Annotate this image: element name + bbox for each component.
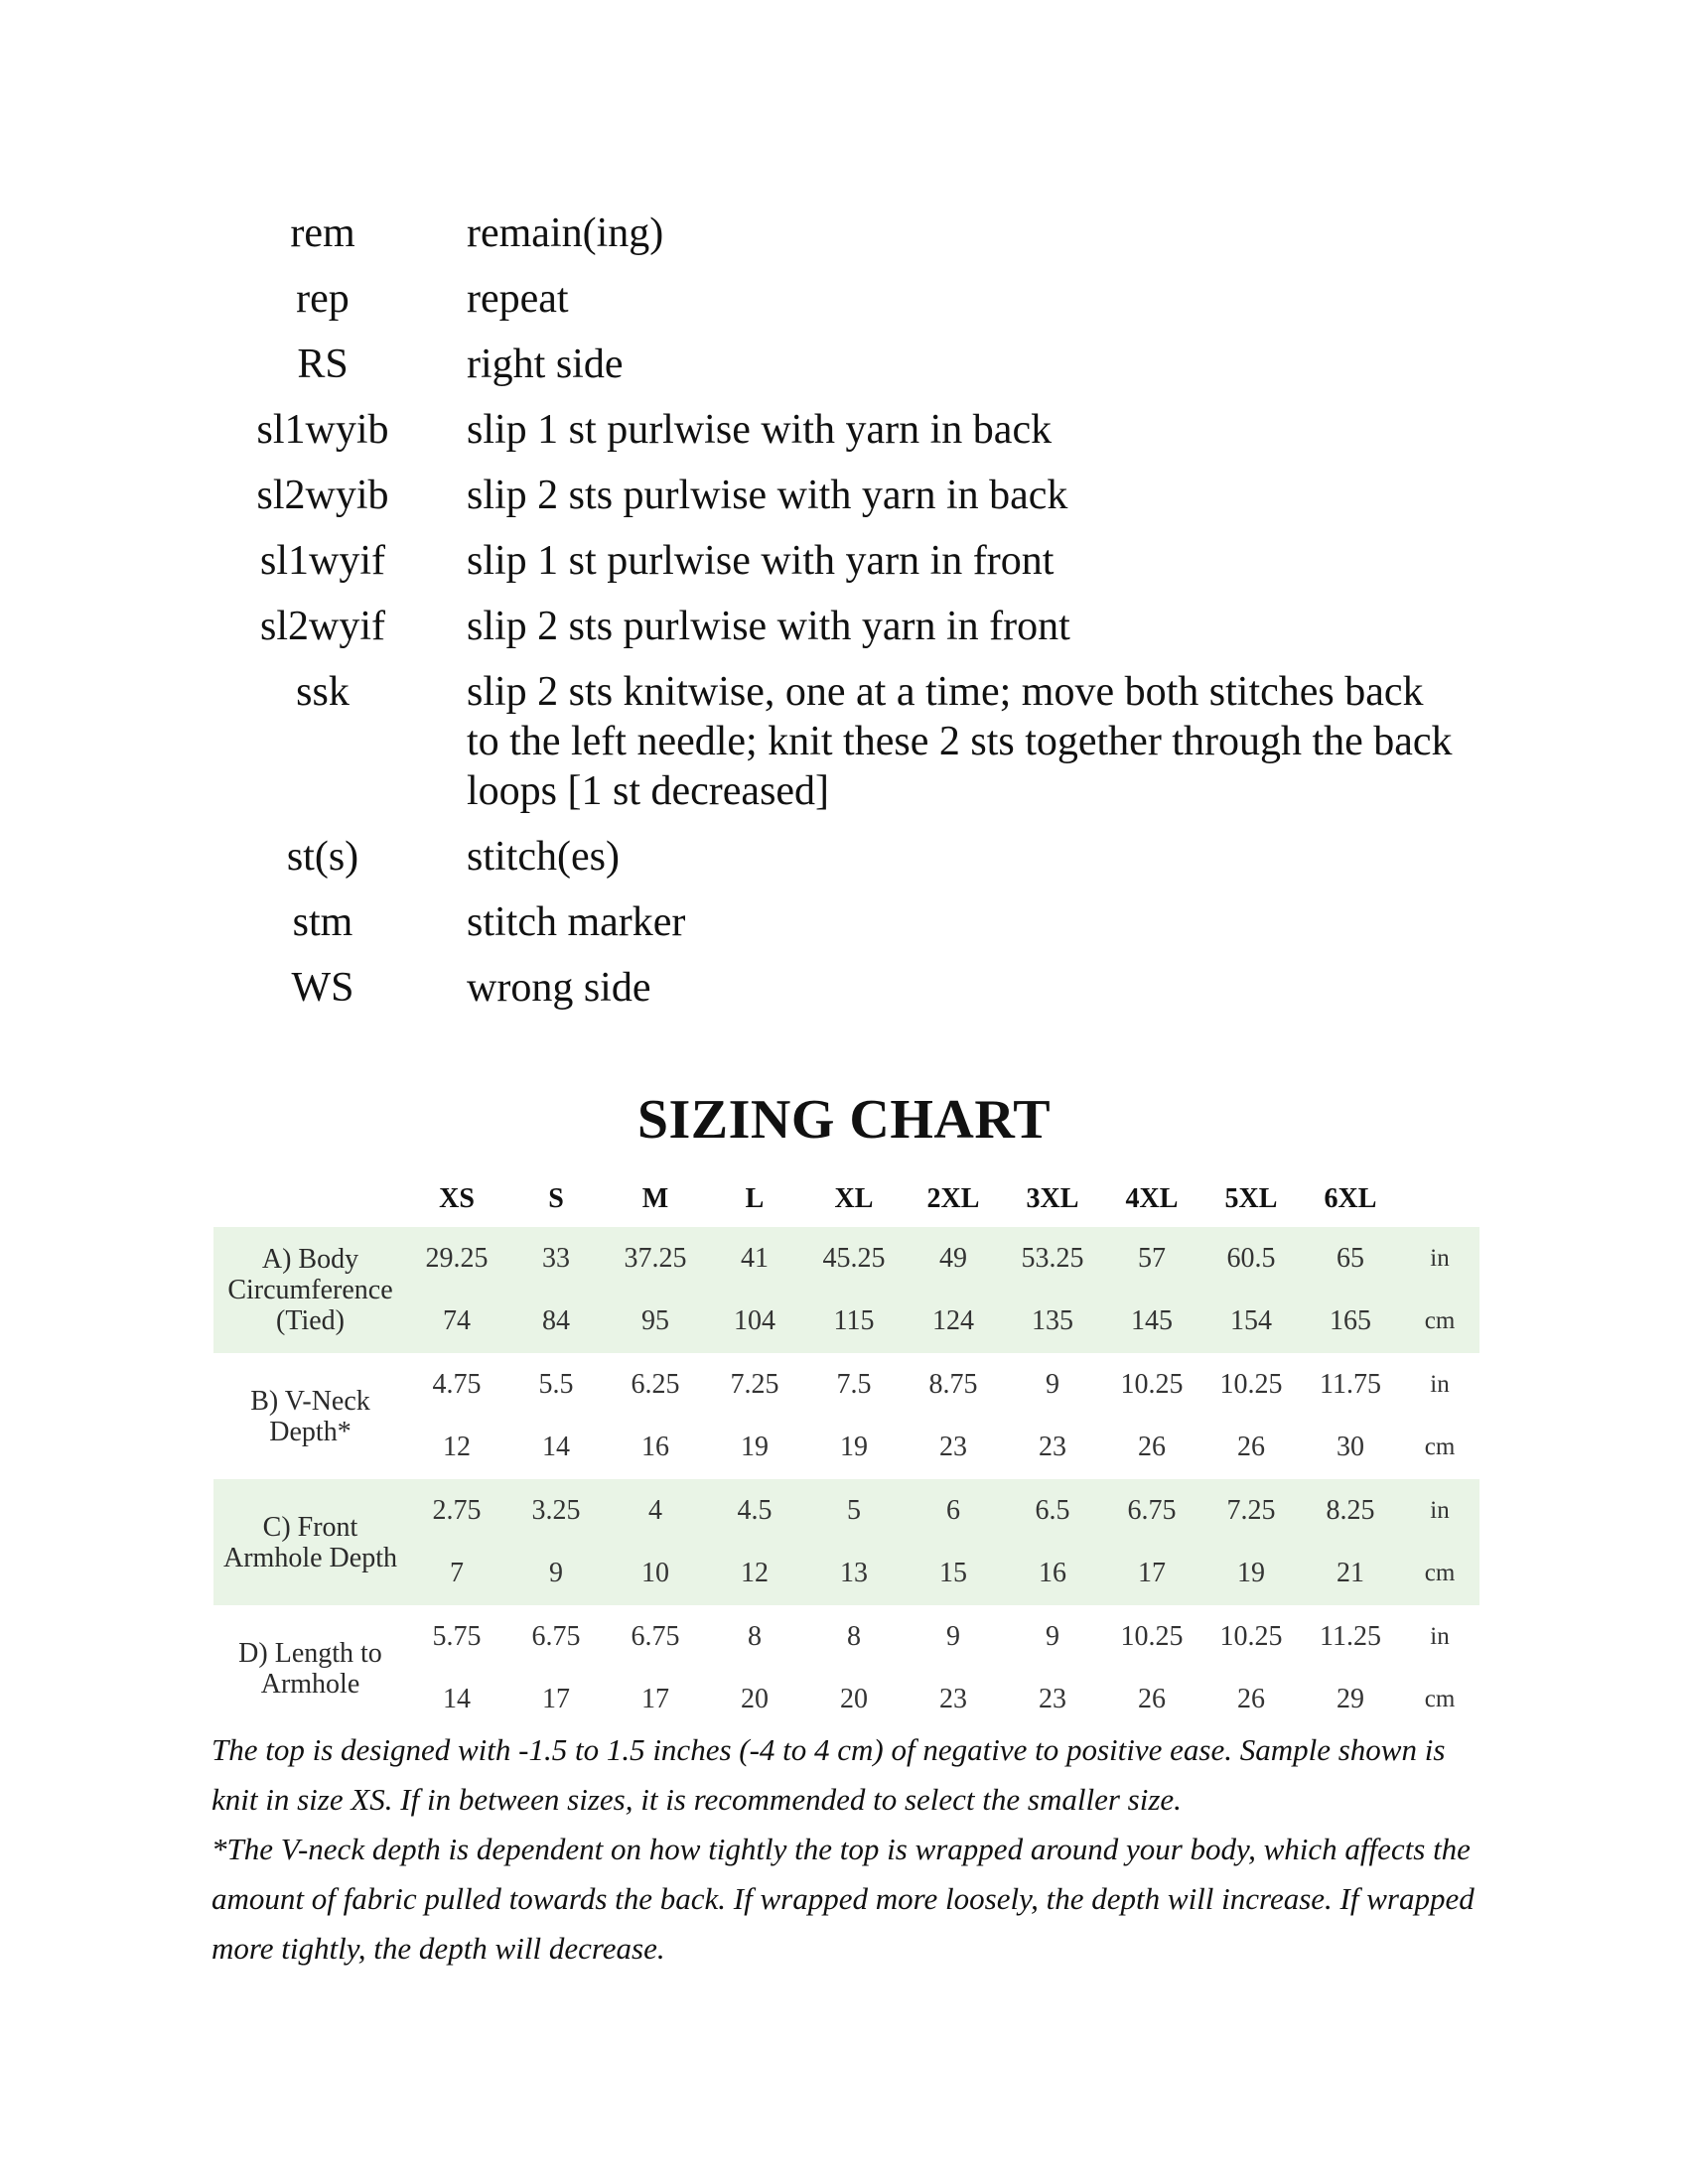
value-cell: 10.25 — [1120, 1368, 1184, 1400]
value-cell: 124 — [932, 1305, 974, 1337]
value-cell: 26 — [1138, 1684, 1166, 1715]
value-cell: 16 — [641, 1432, 669, 1463]
unit-label: in — [1430, 1496, 1450, 1524]
abbreviation-row — [199, 405, 1489, 455]
abbreviation-row — [199, 667, 1489, 816]
measurement-values — [407, 1479, 1479, 1605]
value-cell: 23 — [1039, 1684, 1066, 1715]
value-cell: 4.75 — [432, 1368, 482, 1400]
cm-row — [407, 1674, 1479, 1725]
size-column-header: 4XL — [1125, 1183, 1179, 1214]
inches-row — [407, 1611, 1479, 1663]
abbreviation-list — [199, 208, 1489, 1028]
abbreviation-term: ssk — [296, 669, 350, 715]
value-cell: 7.25 — [730, 1368, 779, 1400]
value-cell: 6.75 — [631, 1620, 680, 1652]
abbreviation-definition: slip 2 sts knitwise, one at a time; move both stitches back to the left needle; knit these 2 sts together through the back loops [1 st decreased] — [467, 669, 1453, 814]
value-cell: 53.25 — [1021, 1242, 1084, 1274]
value-cell: 145 — [1131, 1305, 1173, 1337]
abbreviation-term: sl1wyib — [256, 407, 389, 453]
value-cell: 104 — [734, 1305, 775, 1337]
abbreviation-row — [199, 340, 1489, 389]
measurement-values — [407, 1227, 1479, 1353]
size-header-row — [213, 1171, 1479, 1227]
inches-row — [407, 1233, 1479, 1285]
size-column-header: M — [641, 1183, 669, 1214]
value-cell: 5.75 — [432, 1620, 482, 1652]
value-cell: 6.75 — [531, 1620, 581, 1652]
abbreviation-definition: slip 1 st purlwise with yarn in front — [467, 538, 1055, 584]
unit-label: in — [1430, 1622, 1450, 1650]
measurement-values — [407, 1353, 1479, 1479]
size-column-header: 5XL — [1224, 1183, 1278, 1214]
value-cell: 12 — [443, 1432, 471, 1463]
sizing-chart-title: SIZING CHART — [636, 1089, 1052, 1151]
value-cell: 10.25 — [1219, 1620, 1283, 1652]
value-cell: 12 — [741, 1558, 769, 1589]
sizing-chart-table — [213, 1171, 1479, 1731]
value-cell: 95 — [641, 1305, 669, 1337]
abbreviation-definition: wrong side — [467, 965, 651, 1011]
measurement-label: C) Front Armhole Depth — [223, 1511, 397, 1573]
value-cell: 14 — [542, 1432, 570, 1463]
unit-label: in — [1430, 1244, 1450, 1272]
measurement-label: D) Length to Armhole — [238, 1637, 382, 1700]
vneck-note: *The V-neck depth is dependent on how tightly the top is wrapped around your body, which affects the amount of fabric pulled towards the back. If wrapped more loosely, the depth will increase. If wrapped more tightly, the depth will decrease. — [211, 1832, 1475, 1966]
value-cell: 33 — [542, 1242, 570, 1274]
value-cell: 6 — [946, 1494, 960, 1526]
ease-note: The top is designed with -1.5 to 1.5 inches (-4 to 4 cm) of negative to positive ease. Sample shown is knit in size XS. If in between sizes, it is recommended to select the smaller size. — [211, 1732, 1446, 1817]
abbreviation-definition: remain(ing) — [467, 210, 664, 256]
abbreviation-row — [199, 274, 1489, 324]
value-cell: 8 — [748, 1620, 762, 1652]
size-column-header: XL — [834, 1183, 874, 1214]
value-cell: 7 — [450, 1558, 464, 1589]
abbreviation-row — [199, 832, 1489, 882]
abbreviation-term: rem — [290, 210, 355, 256]
measurement-block — [213, 1479, 1479, 1605]
abbreviation-definition: stitch marker — [467, 899, 686, 945]
value-cell: 19 — [1237, 1558, 1265, 1589]
value-cell: 41 — [741, 1242, 769, 1274]
value-cell: 29.25 — [425, 1242, 489, 1274]
abbreviation-row — [199, 536, 1489, 586]
cm-row — [407, 1296, 1479, 1347]
value-cell: 10 — [641, 1558, 669, 1589]
value-cell: 16 — [1039, 1558, 1066, 1589]
value-cell: 6.5 — [1035, 1494, 1070, 1526]
value-cell: 37.25 — [624, 1242, 687, 1274]
value-cell: 15 — [939, 1558, 967, 1589]
measurement-block — [213, 1227, 1479, 1353]
abbreviation-term: rep — [296, 276, 350, 322]
value-cell: 74 — [443, 1305, 471, 1337]
size-column-header: S — [548, 1183, 564, 1214]
value-cell: 11.25 — [1320, 1620, 1381, 1652]
unit-label: cm — [1424, 1560, 1456, 1587]
value-cell: 30 — [1336, 1432, 1364, 1463]
value-cell: 8.25 — [1326, 1494, 1375, 1526]
value-cell: 8 — [847, 1620, 861, 1652]
unit-label: cm — [1424, 1686, 1456, 1713]
abbreviation-definition: repeat — [467, 276, 569, 322]
value-cell: 29 — [1336, 1684, 1364, 1715]
value-cell: 2.75 — [432, 1494, 482, 1526]
value-cell: 154 — [1230, 1305, 1272, 1337]
value-cell: 45.25 — [822, 1242, 886, 1274]
value-cell: 49 — [939, 1242, 967, 1274]
value-cell: 9 — [946, 1620, 960, 1652]
abbreviation-definition: slip 1 st purlwise with yarn in back — [467, 407, 1053, 453]
abbreviation-definition: right side — [467, 341, 624, 387]
value-cell: 23 — [1039, 1432, 1066, 1463]
measurement-label: A) Body Circumference (Tied) — [227, 1244, 393, 1336]
abbreviation-term: sl2wyib — [256, 473, 389, 518]
value-cell: 84 — [542, 1305, 570, 1337]
size-column-header: 6XL — [1324, 1183, 1377, 1214]
measurement-block — [213, 1605, 1479, 1731]
abbreviation-row — [199, 471, 1489, 520]
measurement-values — [407, 1605, 1479, 1731]
abbreviation-term: RS — [297, 341, 349, 387]
value-cell: 135 — [1032, 1305, 1073, 1337]
cm-row — [407, 1548, 1479, 1599]
measurement-block — [213, 1353, 1479, 1479]
inches-row — [407, 1485, 1479, 1537]
value-cell: 10.25 — [1120, 1620, 1184, 1652]
value-cell: 8.75 — [928, 1368, 978, 1400]
value-cell: 115 — [833, 1305, 875, 1337]
cm-row — [407, 1422, 1479, 1473]
value-cell: 9 — [1046, 1368, 1059, 1400]
abbreviation-row — [199, 208, 1489, 258]
unit-label: cm — [1424, 1433, 1456, 1461]
value-cell: 9 — [1046, 1620, 1059, 1652]
value-cell: 26 — [1138, 1432, 1166, 1463]
abbreviation-term: WS — [291, 965, 354, 1011]
abbreviation-definition: slip 2 sts purlwise with yarn in front — [467, 604, 1070, 649]
value-cell: 14 — [443, 1684, 471, 1715]
value-cell: 21 — [1336, 1558, 1364, 1589]
value-cell: 4.5 — [737, 1494, 773, 1526]
measurement-label: B) V-Neck Depth* — [250, 1385, 370, 1447]
sizing-notes — [211, 1725, 1492, 1974]
abbreviation-term: st(s) — [286, 834, 359, 880]
value-cell: 17 — [1138, 1558, 1166, 1589]
value-cell: 9 — [549, 1558, 563, 1589]
value-cell: 6.25 — [631, 1368, 680, 1400]
size-column-header: L — [745, 1183, 765, 1214]
inches-row — [407, 1359, 1479, 1411]
value-cell: 23 — [939, 1432, 967, 1463]
value-cell: 7.5 — [836, 1368, 872, 1400]
value-cell: 60.5 — [1226, 1242, 1276, 1274]
size-column-header: 2XL — [926, 1183, 980, 1214]
value-cell: 165 — [1330, 1305, 1371, 1337]
abbreviation-definition: stitch(es) — [467, 834, 620, 880]
size-column-header: 3XL — [1026, 1183, 1079, 1214]
value-cell: 3.25 — [531, 1494, 581, 1526]
value-cell: 57 — [1138, 1242, 1166, 1274]
unit-label: in — [1430, 1370, 1450, 1398]
value-cell: 17 — [641, 1684, 669, 1715]
value-cell: 10.25 — [1219, 1368, 1283, 1400]
value-cell: 65 — [1336, 1242, 1364, 1274]
size-column-header: XS — [439, 1183, 475, 1214]
value-cell: 5 — [847, 1494, 861, 1526]
value-cell: 20 — [741, 1684, 769, 1715]
value-cell: 6.75 — [1127, 1494, 1177, 1526]
value-cell: 23 — [939, 1684, 967, 1715]
value-cell: 7.25 — [1226, 1494, 1276, 1526]
abbreviation-row — [199, 602, 1489, 651]
value-cell: 26 — [1237, 1432, 1265, 1463]
value-cell: 19 — [741, 1432, 769, 1463]
value-cell: 19 — [840, 1432, 868, 1463]
value-cell: 26 — [1237, 1684, 1265, 1715]
value-cell: 17 — [542, 1684, 570, 1715]
abbreviation-row — [199, 963, 1489, 1013]
value-cell: 5.5 — [538, 1368, 574, 1400]
abbreviation-term: stm — [292, 899, 353, 945]
abbreviation-definition: slip 2 sts purlwise with yarn in back — [467, 473, 1068, 518]
value-cell: 4 — [648, 1494, 662, 1526]
abbreviation-row — [199, 897, 1489, 947]
unit-label: cm — [1424, 1307, 1456, 1335]
value-cell: 11.75 — [1320, 1368, 1381, 1400]
abbreviation-term: sl2wyif — [260, 604, 385, 649]
abbreviation-term: sl1wyif — [260, 538, 385, 584]
value-cell: 20 — [840, 1684, 868, 1715]
value-cell: 13 — [840, 1558, 868, 1589]
